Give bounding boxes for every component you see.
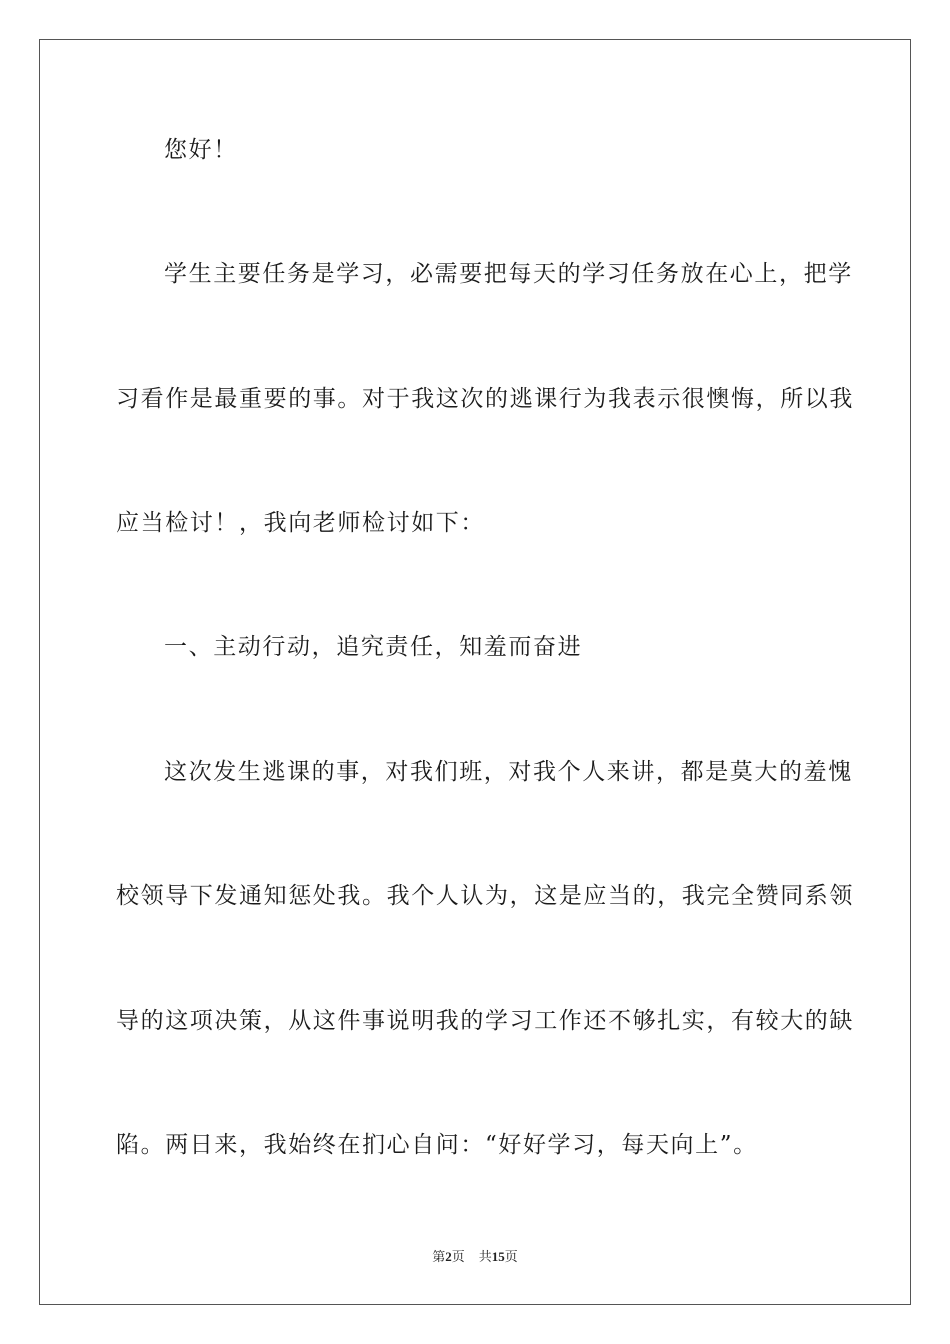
current-page-number: 2	[445, 1249, 452, 1264]
body-line-7: 导的这项决策，从这件事说明我的学习工作还不够扎实，有较大的缺	[116, 1008, 854, 1034]
body-line-8: 陷。两日来，我始终在扪心自问：“好好学习，每天向上”。	[116, 1132, 758, 1158]
section-heading: 一、主动行动，追究责任，知羞而奋进	[164, 634, 583, 660]
total-suffix: 页	[504, 1249, 518, 1264]
page-suffix: 页	[451, 1249, 465, 1264]
page-prefix: 第	[432, 1249, 446, 1264]
body-line-5: 这次发生逃课的事，对我们班，对我个人来讲，都是莫大的羞愧	[164, 759, 853, 785]
body-line-1: 学生主要任务是学习，必需要把每天的学习任务放在心上，把学	[164, 261, 853, 287]
body-line-6: 校领导下发通知惩处我。我个人认为，这是应当的，我完全赞同系领	[116, 883, 854, 909]
total-prefix: 共	[478, 1249, 492, 1264]
total-page-number: 15	[491, 1249, 505, 1264]
body-line-2: 习看作是最重要的事。对于我这次的逃课行为我表示很懊悔，所以我	[116, 386, 854, 412]
greeting-line: 您好！	[164, 137, 238, 163]
page-footer	[0, 1248, 950, 1266]
page-border	[39, 39, 911, 1305]
body-line-3: 应当检讨！，我向老师检讨如下：	[116, 510, 485, 536]
